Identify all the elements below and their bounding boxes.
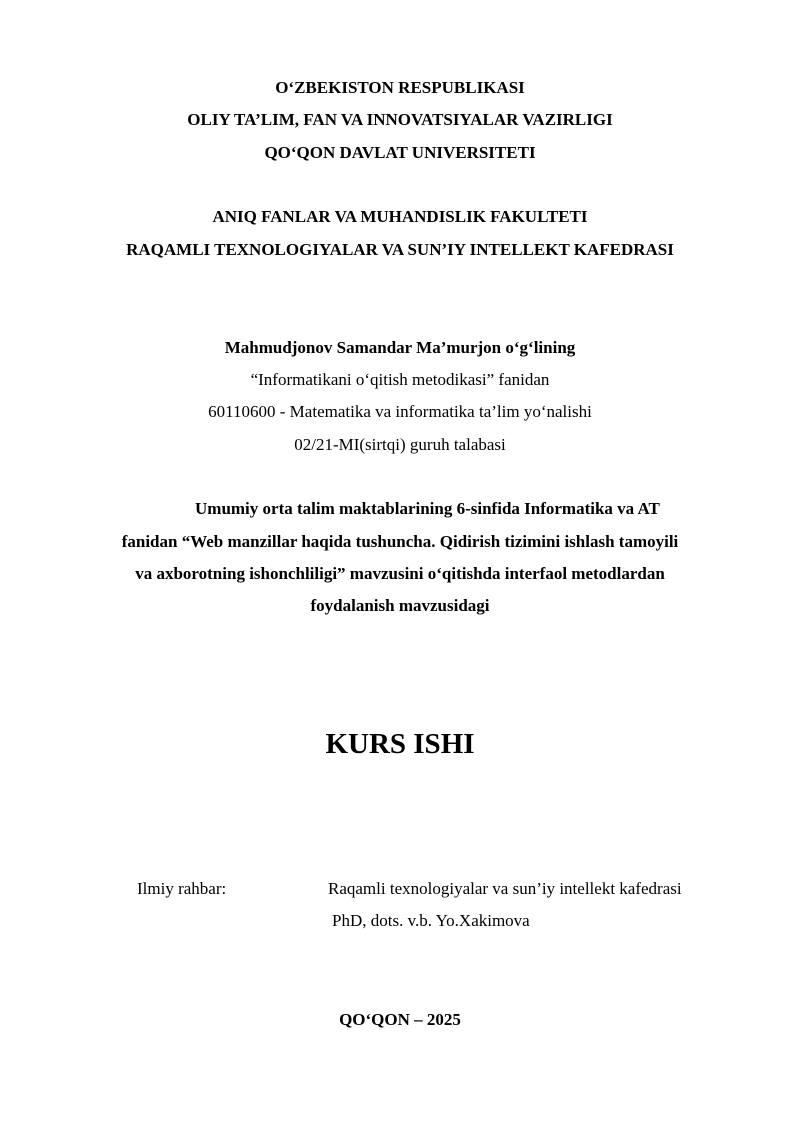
- program-line: 60110600 - Matematika va informatika ta’lim yo‘nalishi: [208, 402, 592, 421]
- university-heading: QO‘QON DAVLAT UNIVERSITETI: [264, 143, 536, 162]
- ministry-heading: OLIY TA’LIM, FAN VA INNOVATSIYALAR VAZIRLIGI: [187, 110, 613, 129]
- faculty-heading: ANIQ FANLAR VA MUHANDISLIK FAKULTETI: [212, 207, 588, 226]
- topic-line-2: fanidan “Web manzillar haqida tushuncha. Qidirish tizimini ishlash tamoyili: [121, 532, 679, 551]
- country-heading: O‘ZBEKISTON RESPUBLIKASI: [275, 78, 525, 97]
- place-year: QO‘QON – 2025: [339, 1010, 461, 1029]
- advisor-department: Raqamli texnologiyalar va sun’iy intellekt kafedrasi: [328, 879, 682, 898]
- advisor-label: Ilmiy rahbar:: [137, 879, 227, 898]
- topic-line-3: va axborotning ishonchliligi” mavzusini o‘qitishda interfaol metodlardan: [135, 564, 665, 583]
- document-title: KURS ISHI: [325, 728, 475, 760]
- student-name: Mahmudjonov Samandar Ma’murjon o‘g‘lining: [224, 338, 576, 357]
- department-heading: RAQAMLI TEXNOLOGIYALAR VA SUN’IY INTELLEKT KAFEDRASI: [126, 240, 674, 259]
- topic-line-4: foydalanish mavzusidagi: [310, 596, 490, 615]
- advisor-name: PhD, dots. v.b. Yo.Xakimova: [332, 911, 530, 930]
- group-line: 02/21-MI(sirtqi) guruh talabasi: [294, 435, 506, 454]
- subject-line: “Informatikani o‘qitish metodikasi” fanidan: [250, 370, 550, 389]
- topic-line-1: Umumiy orta talim maktablarining 6-sinfida Informatika va AT: [195, 499, 660, 518]
